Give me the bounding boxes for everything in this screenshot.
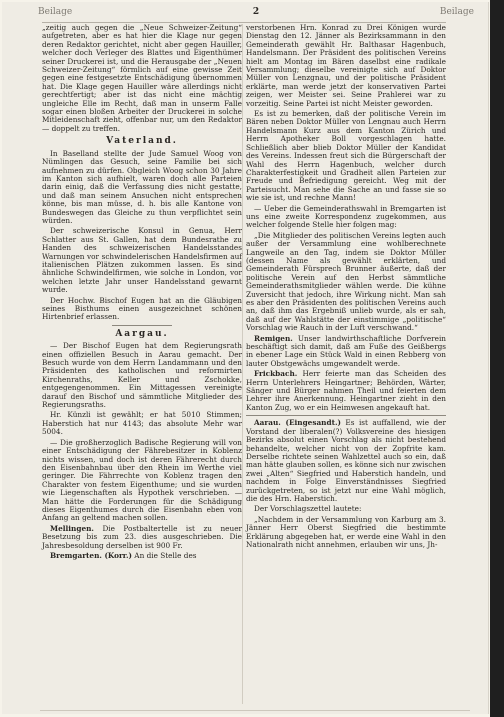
paragraph-body: Herr feierte man das Scheiden des Herrn Unterlehrers Heingartner; Behörden, Wärter, Sänger und Bürger nahmen Theil und feierten dem Lehrer ihre Anerkennung. Heingartner zieht in den Kanton Zug, wo er ein Heimwesen angekauft hat. xyxy=(246,369,446,412)
header-left: Beilage xyxy=(38,7,73,17)
paragraph: verstorbenen Hrn. Konrad zu Drei Königen wurde Dienstag den 12. Jänner als Bezirksammann in den Gemeinderath gewählt Hr. Balthasar Hagenbuch, Handelsmann. Der Präsident des politischen Vereins hielt am Montag im Bären daselbst eine radikale Versammlung; dieselbe vereinigte sich auf Doktor Müller von Lenzgnau, und der politische Präsident erklärte, man werde jetzt der konservativen Partei zeigen, wer Meister sei. Seine Prahlerei war zu vorzeitig. Seine Partei ist nicht Meister geworden. xyxy=(246,23,446,108)
paragraph-body: Die Postbaltertelle ist zu neuer Besetzung bis zum 23. dies ausgeschrieben. Die Jahresbesoldung derselben ist 900 Fr. xyxy=(42,523,242,550)
paragraph-lead: Frickbach. xyxy=(254,369,298,379)
paragraph xyxy=(42,552,242,560)
column-divider xyxy=(242,24,243,704)
paragraph-body: An die Stelle des xyxy=(134,550,197,560)
paragraph: — Der Bischof Eugen hat dem Regierungsrath einen offiziellen Besuch in Aarau gemacht. Der Besuch wurde von dem Herrn Landammann und den Präsidenten des katholischen und reformirten Kirchenraths, Keller und Zschokke, entgegengenommen. Ein Mittagessen vereinigte darauf den Bischof und sämmtliche Mitglieder des Regierungsraths. xyxy=(42,341,242,410)
paragraph: — Die großherzoglich Badische Regierung will von einer Entschädigung der Fährebesitzer in Koblenz nichts wissen, und doch ist deren Fährerecht durch den Eisenbahnbau über den Rhein im Werthe viel geringer. Die Fährrechte von Koblenz tragen den Charakter von festem Eigenthume; und sie wurden wie Liegenschaften als Hypothek verschrieben. — Man hätte die Forderungen für die Schädigung dieses Eigenthumes durch die Eisenbahn eben von Anfang an geltend machen sollen. xyxy=(42,437,242,523)
paragraph: Es ist zu bemerken, daß der politische Verein im Bären neben Doktor Müller von Lengnau auch Herrn Handelsmann Kurz aus dem Kanton Zürich und Herrn Apotheker Boll vorgeschlagen hatte. Schließlich aber blieb Doktor Müller der Kandidat des Vereins. Indessen freut sich die Bürgerschaft der Wahl des Herrn Hagenbuch, welcher durch Charakterfestigkeit und Gradheit allen Parteien zur Freude und Befriedigung gereicht. Weg mit der Parteisucht. Man sehe die Sache an und fasse sie so wie sie ist, und rechne Mann! xyxy=(246,109,446,203)
paragraph: Hr. Künzli ist gewählt; er hat 5010 Stimmen; Haberstich hat nur 4143; das absolute Mehr war 5004. xyxy=(42,410,242,437)
separator xyxy=(112,325,172,326)
paragraph: „Die Mitglieder des politischen Vereins legten auch außer der Versammlung eine wohlberechnete Langweile an den Tag, indem sie Doktor Müller (dessen Name als gewählt erklärten, und Gemeinderath Fürsprech Brunner äußerte, daß der politische Verein auf den Herbst sämmtliche Gemeinderathsmitglieder wählen werde. Die kühne Zuversicht that jedoch, ihre Wirkung nicht. Man sah es aber den Präsidenten des politischen Vereins auch an, daß ihm das Ergebniß unlieb wurde, als er sah, daß auf der Wahlstätte der einstimmige „politische“ Vorschlag wie Rauch in der Luft verschwand.“ xyxy=(246,230,446,333)
section-heading: Vaterland. xyxy=(106,136,178,147)
header-right: Beilage xyxy=(439,7,474,17)
right-column xyxy=(246,24,446,551)
paragraph: „Nachdem in der Versammlung von Karburg am 3. Jänner Herr Oberst Siegfried die bestimmte Erklärung abgegeben hat, er werde eine Wahl in den Nationalrath nicht annehmen, erlauben wir uns, Jh- xyxy=(246,514,446,549)
paragraph-lead: Mellingen. xyxy=(50,523,94,533)
paragraph xyxy=(246,335,446,369)
paragraph: Der schweizerische Konsul in Genua, Herr Schlatter aus St. Gallen, hat dem Bundesrathe zu Handen des schweizerischen Handelsstandes Warnungen vor schwindelerischen Handelsfirmen auf italienischen Plätzen zukommen lassen. Es sind ähnliche Schwindelfirmen, wie solche in London, vor welchen letzte Jahr unser Handelsstand gewarnt wurde. xyxy=(42,226,242,295)
paragraph: In Baselland stellte der Jude Samuel Woog von Nümlingen das Gesuch, seine Familie bei sich aufnehmen zu dürfen. Obgleich Woog schon 30 Jahre im Kanton sich aufhielt, waren doch alle Parteien darin einig, daß die Verfassung dies nicht gestatte, und daß man seinem Ansuchen nicht entsprechen könne, bis man müsse, d. h. bis alle Kantone von Bundeswegen das Gleiche zu thun verpflichtet sein würden. xyxy=(42,148,242,225)
paragraph-lead: Aarau. (Eingesandt.) xyxy=(254,418,341,428)
page-number: 2 xyxy=(252,7,260,17)
paragraph xyxy=(246,419,446,503)
paragraph-lead: Bremgarten. (Korr.) xyxy=(50,550,132,560)
paragraph: Der Hochw. Bischof Eugen hat an die Gläubigen seines Bisthums einen ausgezeichnet schönen Hirtenbrief erlassen. xyxy=(42,295,242,322)
paragraph: „zeitig auch gegen die „Neue Schweizer-Zeitung“ aufgetreten, aber es hat hier die Klage nur gegen deren Redaktor gerichtet, nicht aber gegen Hauiller, welcher doch Verleger des Blattes und Eigenthümer seiner Druckerei ist, und die Herausgabe der „Neuen Schweizer-Zeitung“ förmlich auf eine gewisse Zeit gegen eine festgesetzte Entschädigung übernommen hat. Die Klage gegen Hauiller wäre allerdings nicht gerechtfertigt; aber ist das nicht eine mächtig ungleiche Elle im Recht, daß man in unserm Falle sogar einen bloßen Arbeiter der Druckerei in solche Mitleidenschaft zieht, offenbar nur, um den Redaktor — doppelt zu treffen. xyxy=(42,23,242,133)
left-column xyxy=(42,24,242,562)
separator xyxy=(246,415,446,416)
paragraph xyxy=(246,370,446,412)
section-heading: Aargau. xyxy=(115,328,169,339)
paragraph xyxy=(42,525,242,550)
paragraph-body: Es ist auffallend, wie der Vorstand der liberalen(?) Volksvereine des hiesigen Bezirks absolut einen Vorschlag als nicht bestehend behandelte, welcher nicht von der Zopfrite kam. Derselbe richtete seinen Wahlzettel auch so ein, daß man hätte glauben sollen, es könne sich nur zwischen zwei „Alten“ Siegfried und Haberstich handeln, und nachdem in Folge Einverständnisses Siegfried zurückgetreten, so ist jetzt nur eine Wahl möglich, die des Hrn. Haberstich. xyxy=(246,418,446,503)
page-header xyxy=(38,7,474,19)
footer-rule xyxy=(40,710,470,711)
paragraph-body: Unser landwirthschaftliche Dorfverein beschäftigt sich damit, daß am Fuße des Geißbergs in ebener Lage ein Stück Wald in einen Rebberg von lauter Obstgewächs umgewandelt werde. xyxy=(246,333,446,368)
paragraph: Der Vorschlagszettel lautete: xyxy=(254,504,362,514)
page-edge xyxy=(490,0,504,717)
paragraph: — Ueber die Gemeinderathswahl in Bremgarten ist uns eine zweite Korrespondenz zugekommen, aus welcher folgende Stelle hier folgen mag: xyxy=(246,203,446,230)
paragraph-lead: Remigen. xyxy=(254,333,293,343)
